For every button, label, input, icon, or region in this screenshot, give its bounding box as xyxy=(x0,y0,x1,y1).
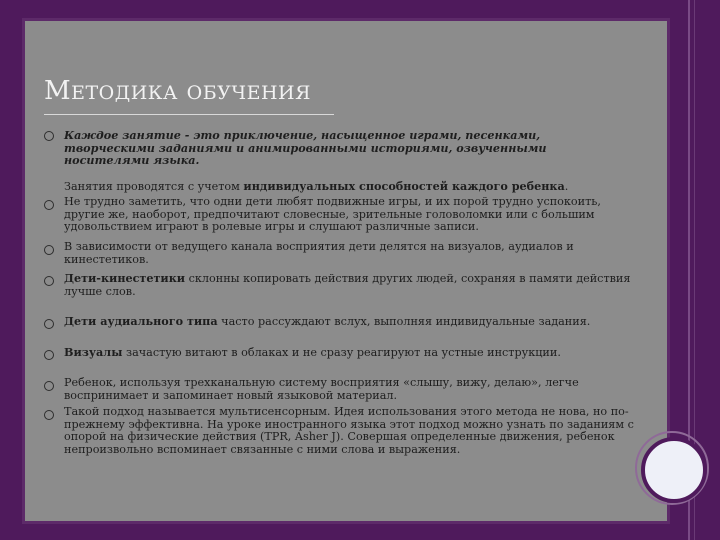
bullet-icon xyxy=(44,245,54,255)
bullet-icon xyxy=(44,131,54,141)
bullet-icon xyxy=(44,410,54,420)
list-item-5: Дети аудиального типа часто рассуждают вслух, выполняя индивидуальные задания. xyxy=(64,314,591,328)
list-item-8: Такой подход называется мультисенсорным. Идея использования этого метода не нова, но по-прежнему эффективна. На уроке иностранного языка этот подход можно узнать по заданиям с опорой на физические действия (TPR, Asher J). Совершая определенные движения, ребенок непроизвольно вспоминает связанные с ними слова и выражения. xyxy=(64,405,634,456)
bullet-icon xyxy=(44,276,54,286)
decorative-circle xyxy=(641,437,707,503)
title-first-letter: М xyxy=(44,76,72,106)
bullet-icon xyxy=(44,319,54,329)
list-item-7: Ребенок, используя трехканальную систему восприятия «слышу, вижу, делаю», легче воспринимает и запоминает новый языковой материал. xyxy=(64,376,579,402)
list-item-1: Занятия проводятся с учетом индивидуальных способностей каждого ребенка. xyxy=(64,179,569,193)
list-item-2: Не трудно заметить, что одни дети любят подвижные игры, и их порой трудно успокоить, другие же, наоборот, предпочитают словесные, зрительные головоломки или с большим удовольствием играют в ролевые игры и слушают различные записи. xyxy=(64,195,601,233)
title-word-2: ОБУЧЕНИЯ xyxy=(186,82,311,104)
list-item-4: Дети-кинестетики склонны копировать действия других людей, сохраняя в памяти действия лучше слов. xyxy=(64,271,631,298)
bullet-icon xyxy=(44,200,54,210)
bullet-icon xyxy=(44,350,54,360)
list-item-6: Визуалы зачастую витают в облаках и не сразу реагируют на устные инструкции. xyxy=(64,345,561,359)
bullet-icon xyxy=(44,381,54,391)
slide-title xyxy=(44,76,311,106)
title-word-1-rest: ЕТОДИКА xyxy=(71,82,178,104)
list-item-0: Каждое занятие - это приключение, насыщенное играми, песенками, творческими заданиями и анимированными историями, озвученными носителями языка. xyxy=(64,128,547,167)
title-underline xyxy=(44,114,334,115)
list-item-3: В зависимости от ведущего канала восприятия дети делятся на визуалов, аудиалов и кинестетиков. xyxy=(64,240,574,266)
